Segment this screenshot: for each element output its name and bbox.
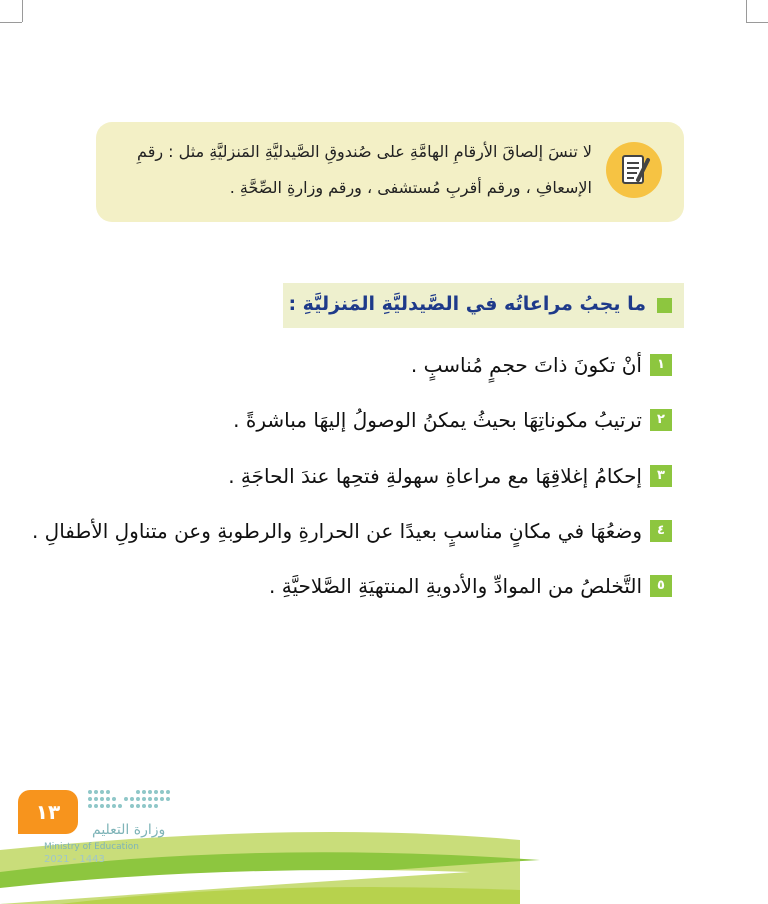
list-item-text: إحكامُ إغلاقِهَا مع مراعاةِ سهولةِ فتحِها عندَ الحاجَةِ . [228, 464, 642, 488]
list-item [112, 569, 672, 605]
list-item-text: التَّخلصُ من الموادِّ والأدويةِ المنتهيَةِ الصَّلاحيَّةِ . [269, 574, 642, 598]
list-item [112, 459, 672, 495]
heading-bullet-square [657, 298, 672, 313]
crop-mark [746, 22, 768, 23]
section-heading [283, 283, 684, 328]
list-item-number: ٣ [650, 465, 672, 487]
list-item-text: وضعُهَا في مكانٍ مناسبٍ بعيدًا عن الحرارةِ والرطوبةِ وعن متناولِ الأطفالِ . [31, 519, 642, 543]
crop-mark [0, 22, 22, 23]
crop-mark [22, 0, 23, 22]
ministry-name-arabic: وزارة التعليم [92, 822, 166, 838]
list-item [31, 514, 672, 550]
page-number-badge: ١٣ [18, 790, 78, 834]
list-item [112, 348, 672, 384]
section-heading-text: ما يجبُ مراعاتُه في الصَّيدليَّةِ المَنزليَّةِ : [288, 293, 646, 315]
list-item-number: ١ [650, 354, 672, 376]
list-item-text: ترتيبُ مكوناتِهَا بحيثُ يمكنُ الوصولُ إليهَا مباشرةً . [233, 408, 642, 432]
list-item-number: ٤ [650, 520, 672, 542]
list-item-number: ٢ [650, 409, 672, 431]
list-item-number: ٥ [650, 575, 672, 597]
ministry-name-english: Ministry of Education [44, 842, 139, 852]
tip-note-text: لا تنسَ إلصاقَ الأرقامِ الهامَّةِ على صُندوقِ الصَّيدليَّةِ المَنزليَّةِ مثل : رقمِ الإسعافِ ، ورقم أقربِ مُستشفى ، ورقم وزارةِ الصِّحَّةِ . [137, 142, 592, 197]
edition-year: 2021 - 1443 [44, 854, 105, 865]
list-item-text: أنْ تكونَ ذاتَ حجمٍ مُناسبٍ . [410, 353, 642, 377]
crop-mark [746, 0, 747, 22]
notepad-pencil-icon [606, 142, 662, 198]
ministry-logo-dots [86, 788, 176, 814]
tip-note-box [96, 122, 684, 222]
list-item [112, 403, 672, 439]
